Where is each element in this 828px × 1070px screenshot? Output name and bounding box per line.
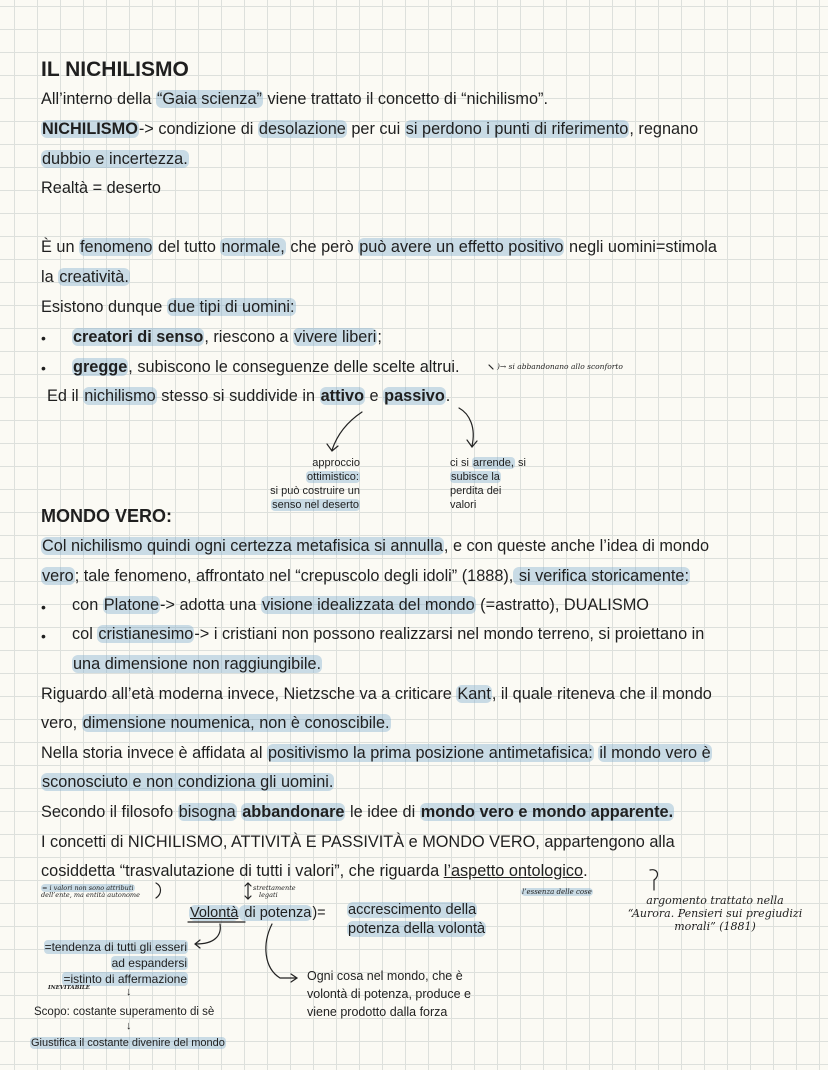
concetti-line: I concetti di NICHILISMO, ATTIVITÀ E PASSIVITÀ e MONDO VERO, appartengono alla [41, 833, 675, 851]
aurora-note-line: argomento trattato nella [646, 894, 784, 907]
volonta-potenza: di potenza [240, 905, 312, 921]
positivismo-highlight: positivismo la prima posizione antimetafisica: [267, 744, 593, 762]
page-title: IL NICHILISMO [41, 58, 189, 81]
accrescimento-text: accrescimento della [348, 902, 477, 918]
definition-arrow: -> [138, 120, 154, 138]
certezza-highlight: Col nichilismo quindi ogni certezza metafisica si annulla [42, 537, 443, 555]
down-arrow-2: ↓ [126, 1020, 132, 1032]
vivere-liberi-highlight: vivere liberi [294, 328, 377, 346]
creativita-highlight: creatività. [59, 268, 129, 286]
platone-highlight: Platone [103, 596, 160, 614]
mv-text-2: ; tale fenomeno, affrontato nel “crepuscolo degli idoli” (1888), [74, 567, 514, 585]
arrende-highlight: arrende, [473, 457, 514, 469]
definition-text-1: condizione di [153, 120, 258, 138]
ogni-cosa-line: volontà di potenza, produce e [307, 987, 472, 1001]
ogni-cosa-arrow [266, 924, 296, 978]
mondo-vero-title: MONDO VERO: [41, 506, 173, 526]
fenomeno-highlight: fenomeno [80, 238, 153, 256]
creatori-text-2: ; [377, 328, 382, 346]
intro-text-a: All’interno della [41, 90, 156, 108]
esistono-text: Esistono dunque [41, 298, 167, 316]
dimensione-highlight: una dimensione non raggiungibile. [73, 655, 322, 673]
giustifica-text: Giustifica il costante divenire del mondo [31, 1037, 225, 1049]
nichilismo-term: NICHILISMO [42, 120, 138, 138]
bullet-cristianesimo: • [41, 628, 46, 644]
moderna-text-2: , il quale riteneva che il mondo [491, 685, 712, 703]
passivo-note-text: subisce la [451, 471, 500, 483]
filosofo-text-1: Secondo il filosofo [41, 803, 178, 821]
attivo-note-text: si può costruire un [270, 485, 360, 497]
platone-text-2: -> adotta una [160, 596, 261, 614]
effetto-positivo-highlight: può avere un effetto positivo [359, 238, 564, 256]
attivo-note-text: senso nel deserto [272, 499, 359, 511]
concetti-dot: . [583, 862, 588, 880]
suddivide-text-1: Ed il [47, 387, 84, 405]
definition-text-3: , regnano [629, 120, 699, 138]
down-arrow-1: ↓ [126, 986, 132, 998]
volonta-term: Volontà [190, 905, 239, 921]
desolazione-highlight: desolazione [258, 120, 346, 138]
sconforto-note: )→ si abbandonano allo sconforto [497, 362, 623, 371]
intro-text-b: viene trattato il concetto di “nichilismo”. [262, 90, 548, 108]
noumenica-highlight: dimensione noumenica, non è conoscibile. [82, 714, 390, 732]
crist-text-2: -> i cristiani non possono realizzarsi nel mondo terreno, si proiettano in [194, 625, 705, 643]
aurora-note-line: morali” (1881) [674, 920, 756, 933]
ontologico-arrow [650, 870, 657, 890]
mondi-highlight: mondo vero e mondo apparente. [420, 803, 674, 821]
due-tipi-highlight: due tipi di uomini: [167, 298, 295, 316]
normale-highlight: normale, [221, 238, 285, 256]
valori-bracket [156, 883, 161, 898]
suddivide-text-2: stesso si suddivide in [156, 387, 320, 405]
tendenza-text: ad espandersi [111, 956, 187, 970]
passivo-note-text: perdita dei [450, 485, 502, 497]
creatori-text-1: , riescono a [204, 328, 294, 346]
bullet-platone: • [41, 599, 46, 615]
bullet-creatori: • [41, 330, 46, 346]
passivo-note-text: valori [450, 499, 477, 511]
cristianesimo-highlight: cristianesimo [98, 625, 194, 643]
passivo-term: passivo [384, 387, 445, 405]
fenomeno-text-2: del tutto [153, 238, 221, 256]
punti-riferimento-highlight: si perdono i punti di riferimento [405, 120, 629, 138]
storicamente-highlight: si verifica storicamente: [514, 567, 689, 585]
attivo-note-text: ottimistico: [307, 471, 359, 483]
aurora-note-line: “Aurora. Pensieri sui pregiudizi [627, 907, 803, 920]
bullet-gregge: • [41, 360, 46, 376]
platone-text-3: (=astratto), DUALISMO [475, 596, 649, 614]
platone-text-1: con [72, 596, 103, 614]
accrescimento-text: potenza della volontà [348, 921, 486, 937]
moderna-vero: vero, [41, 714, 82, 732]
volonta-eq: )= [312, 905, 326, 921]
sconosciuto-highlight: sconosciuto e non condiziona gli uomini. [42, 773, 334, 791]
fenomeno-text-1: È un [41, 238, 80, 256]
scopo-line: Scopo: costante superamento di sè [34, 1006, 215, 1018]
kant-highlight: Kant [457, 685, 491, 703]
essenza-note-text: l’essenza delle cose [522, 888, 592, 896]
fenomeno-text-3: che però [285, 238, 359, 256]
passivo-note-text: si [514, 457, 526, 469]
concetti-text: cosiddetta “trasvalutazione di tutti i valori”, che riguarda [41, 862, 444, 880]
mv-text-1: , e con queste anche l’idea di mondo [443, 537, 710, 555]
suddivide-dot: . [445, 387, 451, 405]
crist-text-1: col [72, 625, 98, 643]
dubbio-highlight: dubbio e incertezza. [42, 150, 188, 168]
mondo-vero-highlight: il mondo vero è [599, 744, 711, 762]
moderna-text-1: Riguardo all’età moderna invece, Nietzsche va a criticare [41, 685, 457, 703]
inevitabile-note: INEVITABILE [48, 985, 90, 991]
visione-highlight: visione idealizzata del mondo [261, 596, 475, 614]
attivo-term: attivo [320, 387, 365, 405]
vero-highlight: vero [42, 567, 74, 585]
ogni-cosa-line: Ogni cosa nel mondo, che è [307, 969, 463, 983]
gregge-term: gregge [73, 358, 128, 376]
aspetto-ontologico: l’aspetto ontologico [443, 862, 584, 880]
gregge-note-connector [489, 365, 493, 369]
strettamente-note-line: legati [259, 891, 278, 899]
suddivide-e: e [365, 387, 384, 405]
valori-note-text: = i valori non sono attributi [42, 884, 134, 892]
attivo-note-text: approccio [312, 457, 360, 469]
passivo-arrow [459, 408, 473, 446]
attivo-arrow [332, 412, 362, 450]
gaia-scienza-highlight: “Gaia scienza” [156, 90, 262, 108]
tendenza-text: =istinto di affermazione [63, 972, 187, 986]
nichilismo-highlight: nichilismo [84, 387, 156, 405]
creatori-term: creatori di senso [73, 328, 204, 346]
fenomeno-la: la [41, 268, 59, 286]
gregge-text: , subiscono le conseguenze delle scelte altrui. [128, 358, 460, 376]
realta-line: Realtà = deserto [41, 179, 161, 197]
storia-text-1: Nella storia invece è affidata al [41, 744, 267, 762]
ogni-cosa-line: viene prodotto dalla forza [307, 1005, 448, 1019]
abbandonare-highlight: abbandonare [242, 803, 345, 821]
filosofo-text-2: le idee di [345, 803, 420, 821]
tendenza-text: =tendenza di tutti gli esseri [44, 940, 187, 954]
passivo-note-text: ci si [450, 457, 472, 469]
bisogna-highlight: bisogna [178, 803, 236, 821]
valori-note-line: dell’ente, ma entità autonome [41, 891, 140, 899]
fenomeno-text-4: negli uomini=stimola [564, 238, 717, 256]
strettamente-note-line: strettamente [253, 884, 296, 892]
definition-text-2: per cui [346, 120, 405, 138]
